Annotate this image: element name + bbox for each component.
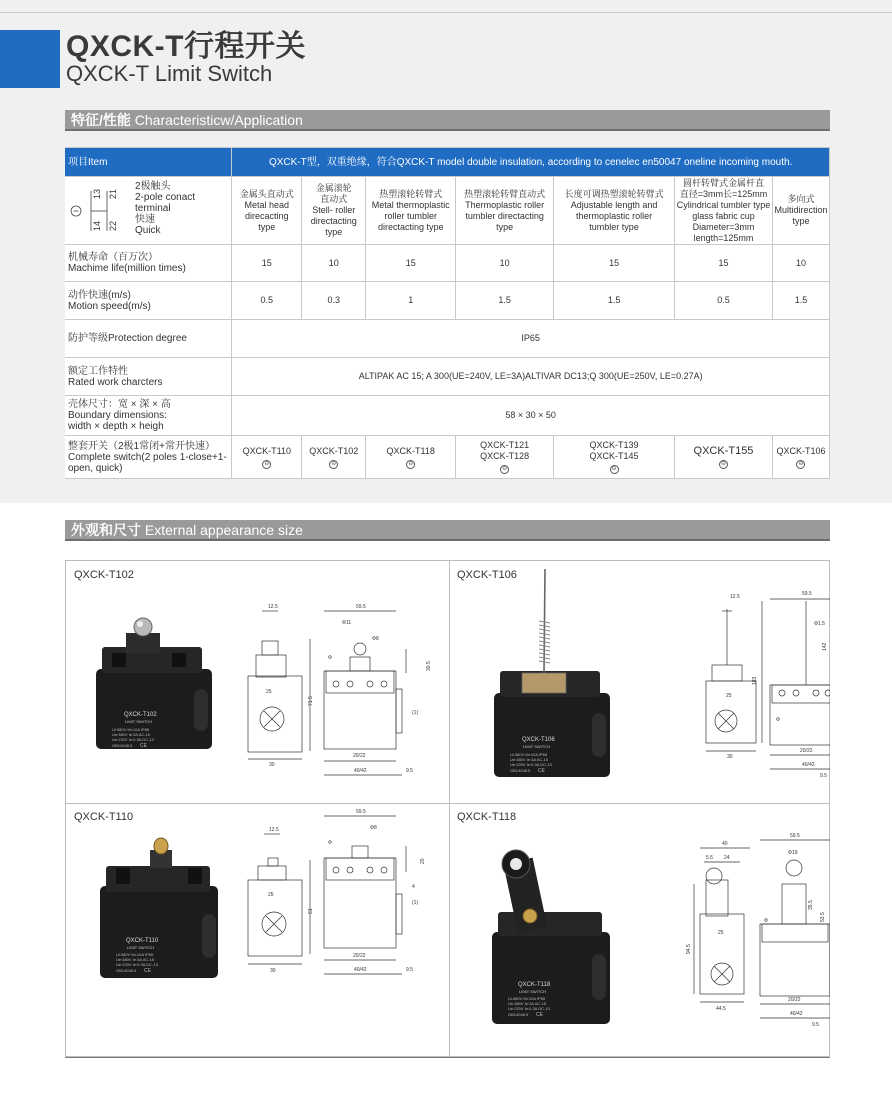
section-characteristics-en: Characteristicw/Application bbox=[134, 112, 303, 128]
svg-text:9.5: 9.5 bbox=[406, 768, 413, 774]
svg-text:GB14048.5: GB14048.5 bbox=[508, 1012, 529, 1017]
svg-text:40/42: 40/42 bbox=[354, 768, 367, 774]
svg-text:CE: CE bbox=[536, 1012, 543, 1018]
sym-21: 21 bbox=[108, 188, 118, 199]
nc-symbol-icon: ⊖ bbox=[331, 460, 337, 467]
model-cell: QXCK-T102 ⊖ bbox=[302, 436, 366, 479]
contact-line-1: 2极触头 bbox=[135, 181, 171, 192]
svg-text:25: 25 bbox=[268, 892, 274, 898]
svg-text:Ui:380V Ith:10A IP65: Ui:380V Ith:10A IP65 bbox=[116, 952, 154, 957]
type-cell-5: 圆杆转臂式金属杆直 直径=3mm长=125mm Cylindrical tumbler type glass fabric cup Diameter=3mm length=125mm bbox=[675, 177, 773, 245]
svg-text:LIMIT SWITCH: LIMIT SWITCH bbox=[127, 945, 155, 950]
speed-value: 1.5 bbox=[456, 282, 554, 320]
protection-value: IP65 bbox=[232, 320, 830, 358]
svg-text:24: 24 bbox=[724, 855, 730, 861]
svg-text:(1): (1) bbox=[412, 710, 419, 716]
svg-text:CE: CE bbox=[144, 968, 151, 974]
cell-title-t102: QXCK-T102 bbox=[74, 569, 134, 581]
svg-text:71.5: 71.5 bbox=[308, 696, 314, 706]
svg-text:59.5: 59.5 bbox=[356, 809, 366, 815]
svg-text:9.5: 9.5 bbox=[812, 1022, 819, 1028]
svg-text:40/42: 40/42 bbox=[790, 1011, 803, 1017]
device-label-t118: QXCK-T118 bbox=[518, 982, 551, 988]
contact-description bbox=[135, 181, 195, 236]
cell-title-t118: QXCK-T118 bbox=[457, 811, 517, 823]
life-value: 10 bbox=[772, 245, 829, 282]
svg-text:59.5: 59.5 bbox=[356, 604, 366, 610]
svg-text:183: 183 bbox=[752, 676, 758, 685]
type-cell-3: 热塑滚轮转臂直动式 Thermoplastic roller tumbler directacting type bbox=[456, 177, 554, 245]
svg-text:Ue:380V Ie:3A AC-15: Ue:380V Ie:3A AC-15 bbox=[116, 957, 155, 962]
type-cell-4: 长度可调热塑滚轮转臂式 Adjustable length and thermoplastic roller tumbler type bbox=[554, 177, 675, 245]
svg-text:142: 142 bbox=[822, 642, 828, 651]
rated-value: ALTIPAK AC 15; A 300(UE=240V, LE=3A)ALTIVAR DC13;Q 300(UE=250V, LE=0.27A) bbox=[232, 358, 830, 396]
svg-text:35.5: 35.5 bbox=[808, 900, 814, 910]
svg-text:Φ19: Φ19 bbox=[788, 850, 798, 856]
product-illustration-t102 bbox=[66, 561, 449, 803]
protection-label: 防护等级Protection degree bbox=[65, 320, 232, 358]
svg-text:61: 61 bbox=[308, 908, 314, 914]
svg-text:Ui:380V Ith:10A IP65: Ui:380V Ith:10A IP65 bbox=[112, 727, 150, 732]
svg-text:LIMIT SWITCH: LIMIT SWITCH bbox=[125, 719, 153, 724]
speed-value: 1 bbox=[366, 282, 456, 320]
svg-text:59.5: 59.5 bbox=[790, 833, 800, 839]
svg-text:5.5: 5.5 bbox=[706, 855, 713, 861]
svg-text:Φ8: Φ8 bbox=[370, 825, 377, 831]
bottom-rule bbox=[65, 1057, 830, 1058]
cell-t102 bbox=[66, 561, 449, 803]
header-rule bbox=[0, 12, 892, 13]
speed-value: 1.5 bbox=[772, 282, 829, 320]
brand-accent-block bbox=[0, 30, 60, 88]
model-cell: QXCK-T155 ⊖ bbox=[675, 436, 773, 479]
life-value: 10 bbox=[302, 245, 366, 282]
cell-t110 bbox=[66, 804, 449, 1056]
spec-table bbox=[65, 147, 830, 479]
svg-text:LIMIT SWITCH: LIMIT SWITCH bbox=[523, 744, 551, 749]
table-row-life bbox=[65, 245, 830, 282]
device-label-t106: QXCK-T106 bbox=[522, 737, 555, 743]
svg-text:Ue:220V Ie:0.3A DC-13: Ue:220V Ie:0.3A DC-13 bbox=[112, 737, 154, 742]
svg-text:Φ: Φ bbox=[328, 655, 332, 661]
svg-text:Ue:380V Ie:3A AC-15: Ue:380V Ie:3A AC-15 bbox=[510, 757, 549, 762]
device-label-t110: QXCK-T110 bbox=[126, 938, 159, 944]
svg-text:12.5: 12.5 bbox=[268, 604, 278, 610]
product-illustration-t110 bbox=[66, 804, 449, 1056]
svg-text:30: 30 bbox=[727, 754, 733, 760]
svg-text:30: 30 bbox=[269, 762, 275, 768]
sym-14: 14 bbox=[92, 220, 102, 231]
svg-text:20/22: 20/22 bbox=[353, 953, 366, 959]
contact-line-2: 2-pole conact bbox=[135, 192, 196, 203]
contact-symbol-icon bbox=[69, 185, 129, 237]
life-value: 15 bbox=[554, 245, 675, 282]
section-appearance bbox=[65, 520, 830, 541]
device-label-t102: QXCK-T102 bbox=[124, 712, 157, 718]
svg-text:20/22: 20/22 bbox=[353, 753, 366, 759]
dims-value: 58 × 30 × 50 bbox=[232, 396, 830, 436]
nc-symbol-icon: ⊖ bbox=[611, 466, 617, 472]
svg-text:44.5: 44.5 bbox=[716, 1006, 726, 1012]
life-value: 15 bbox=[232, 245, 302, 282]
model-cell: QXCK-T106 ⊖ bbox=[772, 436, 829, 479]
header-item-label: 项目Item bbox=[65, 148, 232, 177]
type-cell-2: 热塑滚轮转臂式 Metal thermoplastic roller tumbler directacting type bbox=[366, 177, 456, 245]
appearance-panel bbox=[65, 560, 830, 1057]
svg-text:40: 40 bbox=[722, 841, 728, 847]
svg-text:25: 25 bbox=[718, 930, 724, 936]
cell-title-t110: QXCK-T110 bbox=[74, 811, 134, 823]
section-characteristics bbox=[65, 110, 830, 131]
svg-text:Ue:220V Ie:0.3A DC-13: Ue:220V Ie:0.3A DC-13 bbox=[508, 1006, 550, 1011]
table-row-types bbox=[65, 177, 830, 245]
cell-title-t106: QXCK-T106 bbox=[457, 569, 517, 581]
type-cell-0: 金属头直动式 Metal head direcacting type bbox=[232, 177, 302, 245]
table-row-dims bbox=[65, 396, 830, 436]
svg-text:Φ: Φ bbox=[328, 840, 332, 846]
svg-text:Φ11: Φ11 bbox=[342, 620, 352, 626]
table-header-row bbox=[65, 148, 830, 177]
nc-symbol-icon: ⊖ bbox=[798, 460, 804, 467]
speed-value: 0.3 bbox=[302, 282, 366, 320]
svg-text:30.5: 30.5 bbox=[426, 661, 432, 671]
svg-text:Φ: Φ bbox=[776, 717, 780, 723]
svg-text:Ue:380V Ie:3A AC-15: Ue:380V Ie:3A AC-15 bbox=[508, 1001, 547, 1006]
table-row-rated bbox=[65, 358, 830, 396]
svg-text:GB14048.5: GB14048.5 bbox=[112, 743, 133, 748]
table-row-protection bbox=[65, 320, 830, 358]
contact-line-4: 快速 bbox=[135, 214, 155, 225]
speed-value: 0.5 bbox=[232, 282, 302, 320]
svg-text:Φ: Φ bbox=[764, 918, 768, 924]
svg-text:CE: CE bbox=[538, 768, 545, 774]
nc-symbol-icon: ⊖ bbox=[408, 460, 414, 467]
svg-text:Ue:220V Ie:0.3A DC-13: Ue:220V Ie:0.3A DC-13 bbox=[116, 962, 158, 967]
svg-text:20/22: 20/22 bbox=[800, 748, 813, 754]
svg-text:53.5: 53.5 bbox=[820, 912, 826, 922]
svg-text:94.5: 94.5 bbox=[686, 944, 692, 954]
svg-text:Ue:380V Ie:3A AC-15: Ue:380V Ie:3A AC-15 bbox=[112, 732, 151, 737]
dims-label: 壳体尺寸：宽 × 深 × 高 Boundary dimensions: width × depth × heigh bbox=[65, 396, 232, 436]
svg-text:GB14048.5: GB14048.5 bbox=[116, 968, 137, 973]
section-characteristics-cn: 特征/性能 bbox=[71, 112, 131, 128]
product-illustration-t106 bbox=[450, 561, 830, 803]
svg-text:9.5: 9.5 bbox=[820, 773, 827, 779]
svg-text:20/22: 20/22 bbox=[788, 997, 801, 1003]
svg-text:Ui:380V Ith:10A IP65: Ui:380V Ith:10A IP65 bbox=[510, 752, 548, 757]
cell-t106 bbox=[450, 561, 830, 803]
nc-symbol-icon: ⊖ bbox=[720, 460, 726, 467]
svg-text:Ui:380V Ith:10A IP65: Ui:380V Ith:10A IP65 bbox=[508, 996, 546, 1001]
section-appearance-en: External appearance size bbox=[144, 522, 303, 538]
life-value: 15 bbox=[675, 245, 773, 282]
svg-text:(1): (1) bbox=[412, 900, 419, 906]
model-cell: QXCK-T121 QXCK-T128 ⊖ bbox=[456, 436, 554, 479]
svg-text:12.5: 12.5 bbox=[730, 594, 740, 600]
section-appearance-cn: 外观和尺寸 bbox=[71, 522, 141, 538]
svg-text:CE: CE bbox=[140, 743, 147, 749]
life-value: 10 bbox=[456, 245, 554, 282]
contact-line-5: Quick bbox=[135, 225, 161, 236]
svg-text:20: 20 bbox=[420, 858, 426, 864]
product-illustration-t118 bbox=[450, 804, 830, 1056]
speed-value: 0.5 bbox=[675, 282, 773, 320]
type-cell-6: 多向式 Multidirection type bbox=[772, 177, 829, 245]
header-description: QXCK-T型，双重绝缘，符合QXCK-T model double insulation, according to cenelec en50047 oneline incoming mouth. bbox=[232, 148, 830, 177]
contact-line-3: terminal bbox=[135, 203, 171, 214]
speed-value: 1.5 bbox=[554, 282, 675, 320]
svg-text:12.5: 12.5 bbox=[269, 827, 279, 833]
page-title-cn: QXCK-T行程开关 bbox=[66, 30, 306, 63]
table-row-complete bbox=[65, 436, 830, 479]
cell-t118 bbox=[450, 804, 830, 1056]
table-row-speed bbox=[65, 282, 830, 320]
type-cell-1: 金属滚轮 直动式 Stell- roller directacting type bbox=[302, 177, 366, 245]
nc-symbol-icon: ⊖ bbox=[264, 460, 270, 467]
sym-13: 13 bbox=[92, 188, 102, 199]
svg-text:Φ1.5: Φ1.5 bbox=[814, 621, 825, 627]
rated-label: 额定工作特性 Rated work charcters bbox=[65, 358, 232, 396]
svg-text:Ue:220V Ie:0.3A DC-13: Ue:220V Ie:0.3A DC-13 bbox=[510, 762, 552, 767]
complete-label: 整套开关（2极1常闭+常开快速） Complete switch(2 poles 1-close+1- open, quick) bbox=[65, 436, 232, 479]
svg-text:25: 25 bbox=[726, 693, 732, 699]
svg-text:4: 4 bbox=[412, 884, 415, 890]
model-cell: QXCK-T118 ⊖ bbox=[366, 436, 456, 479]
svg-text:LIMIT SWITCH: LIMIT SWITCH bbox=[519, 989, 547, 994]
life-value: 15 bbox=[366, 245, 456, 282]
svg-text:40/42: 40/42 bbox=[802, 762, 815, 768]
svg-text:Φ8: Φ8 bbox=[372, 636, 379, 642]
nc-symbol-icon: ⊖ bbox=[502, 466, 508, 472]
svg-text:40/42: 40/42 bbox=[354, 967, 367, 973]
life-label: 机械寿命（百万次） Machime life(million times) bbox=[65, 245, 232, 282]
sym-22: 22 bbox=[108, 220, 118, 231]
svg-text:59.5: 59.5 bbox=[802, 591, 812, 597]
svg-text:25: 25 bbox=[266, 689, 272, 695]
speed-label: 动作快速(m/s) Motion speed(m/s) bbox=[65, 282, 232, 320]
svg-text:9.5: 9.5 bbox=[406, 967, 413, 973]
model-cell: QXCK-T110 ⊖ bbox=[232, 436, 302, 479]
model-cell: QXCK-T139 QXCK-T145 ⊖ bbox=[554, 436, 675, 479]
page-title-en: QXCK-T Limit Switch bbox=[66, 61, 273, 86]
contact-cell bbox=[65, 177, 232, 245]
svg-text:30: 30 bbox=[270, 968, 276, 974]
svg-text:GB14048.5: GB14048.5 bbox=[510, 768, 531, 773]
